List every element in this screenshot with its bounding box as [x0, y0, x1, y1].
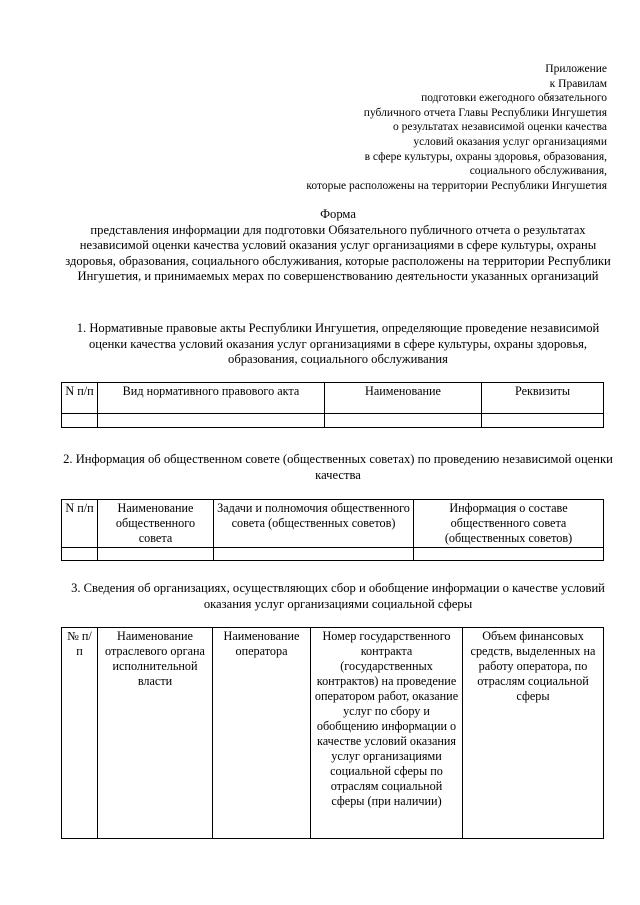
column-header: Задачи и полномочия общественного совета (общественных советов)	[214, 500, 414, 548]
operators-table	[61, 627, 604, 839]
legal-acts-table	[61, 382, 604, 428]
public-council-table	[61, 499, 604, 561]
table-header-row	[62, 383, 604, 414]
appendix-line: к Правилам	[549, 77, 607, 90]
column-header: N п/п	[62, 500, 98, 548]
section3-heading: 3. Сведения об организациях, осуществляющих сбор и обобщение информации о качестве условий оказания услуг организациями социальной сферы	[71, 581, 605, 611]
table-cell	[325, 414, 482, 428]
column-header: Объем финансовых средств, выделенных на работу оператора, по отраслям социальной сферы	[463, 628, 604, 839]
column-header: № п/п	[62, 628, 98, 839]
appendix-line: Приложение	[545, 63, 607, 75]
form-subtitle: представления информации для подготовки Обязательного публичного отчета о результатах независимой оценки качества условий оказания услуг организациями в сфере культуры, охраны здоровья, образования, социального обслуживания, которые расположены на территории Республики Ингушетия, и принимаемых мерах по совершенствованию деятельности указанных организаций	[65, 222, 611, 284]
appendix-line: которые расположены на территории Республики Ингушетия	[306, 179, 607, 192]
table-cell	[98, 548, 214, 561]
appendix-line: в сфере культуры, охраны здоровья, образования,	[364, 150, 607, 163]
table-cell	[414, 548, 604, 561]
form-title: Форма	[320, 207, 356, 221]
column-header: Наименование общественного совета	[98, 500, 214, 548]
table-row	[62, 414, 604, 428]
appendix-line: социального обслуживания,	[469, 165, 607, 178]
section1-heading: 1. Нормативные правовые акты Республики Ингушетия, определяющие проведение независимой оценки качества условий оказания услуг организациями в сфере культуры, охраны здоровья, образования, социального обслуживания	[76, 321, 600, 367]
table-cell	[214, 548, 414, 561]
table-cell	[98, 414, 325, 428]
column-header: Номер государственного контракта (государственных контрактов) на проведение оператором работ, оказание услуг по сбору и обобщению информации о качестве условий оказания услуг организациями социальной сферы по отраслям социальной сферы (при наличии)	[311, 628, 463, 839]
column-header: Информация о составе общественного совета (общественных советов)	[414, 500, 604, 548]
table-row	[62, 548, 604, 561]
section2-heading: 2. Информация об общественном совете (общественных советах) по проведению независимой оценки качества	[63, 452, 613, 482]
column-header: Реквизиты	[482, 383, 604, 414]
column-header: Наименование отраслевого органа исполнительной власти	[98, 628, 213, 839]
appendix-line: условий оказания услуг организациями	[413, 135, 607, 148]
appendix-line: публичного отчета Главы Республики Ингушетия	[363, 106, 607, 119]
appendix-header	[247, 62, 607, 193]
column-header: Наименование	[325, 383, 482, 414]
appendix-line: подготовки ежегодного обязательного	[421, 92, 607, 105]
appendix-line: о результатах независимой оценки качества	[392, 121, 607, 134]
column-header: Наименование оператора	[213, 628, 311, 839]
table-header-row	[62, 500, 604, 548]
form-title-block	[60, 207, 616, 285]
table-cell	[62, 548, 98, 561]
table-cell	[62, 414, 98, 428]
column-header: N п/п	[62, 383, 98, 414]
table-header-row	[62, 628, 604, 839]
column-header: Вид нормативного правового акта	[98, 383, 325, 414]
table-cell	[482, 414, 604, 428]
